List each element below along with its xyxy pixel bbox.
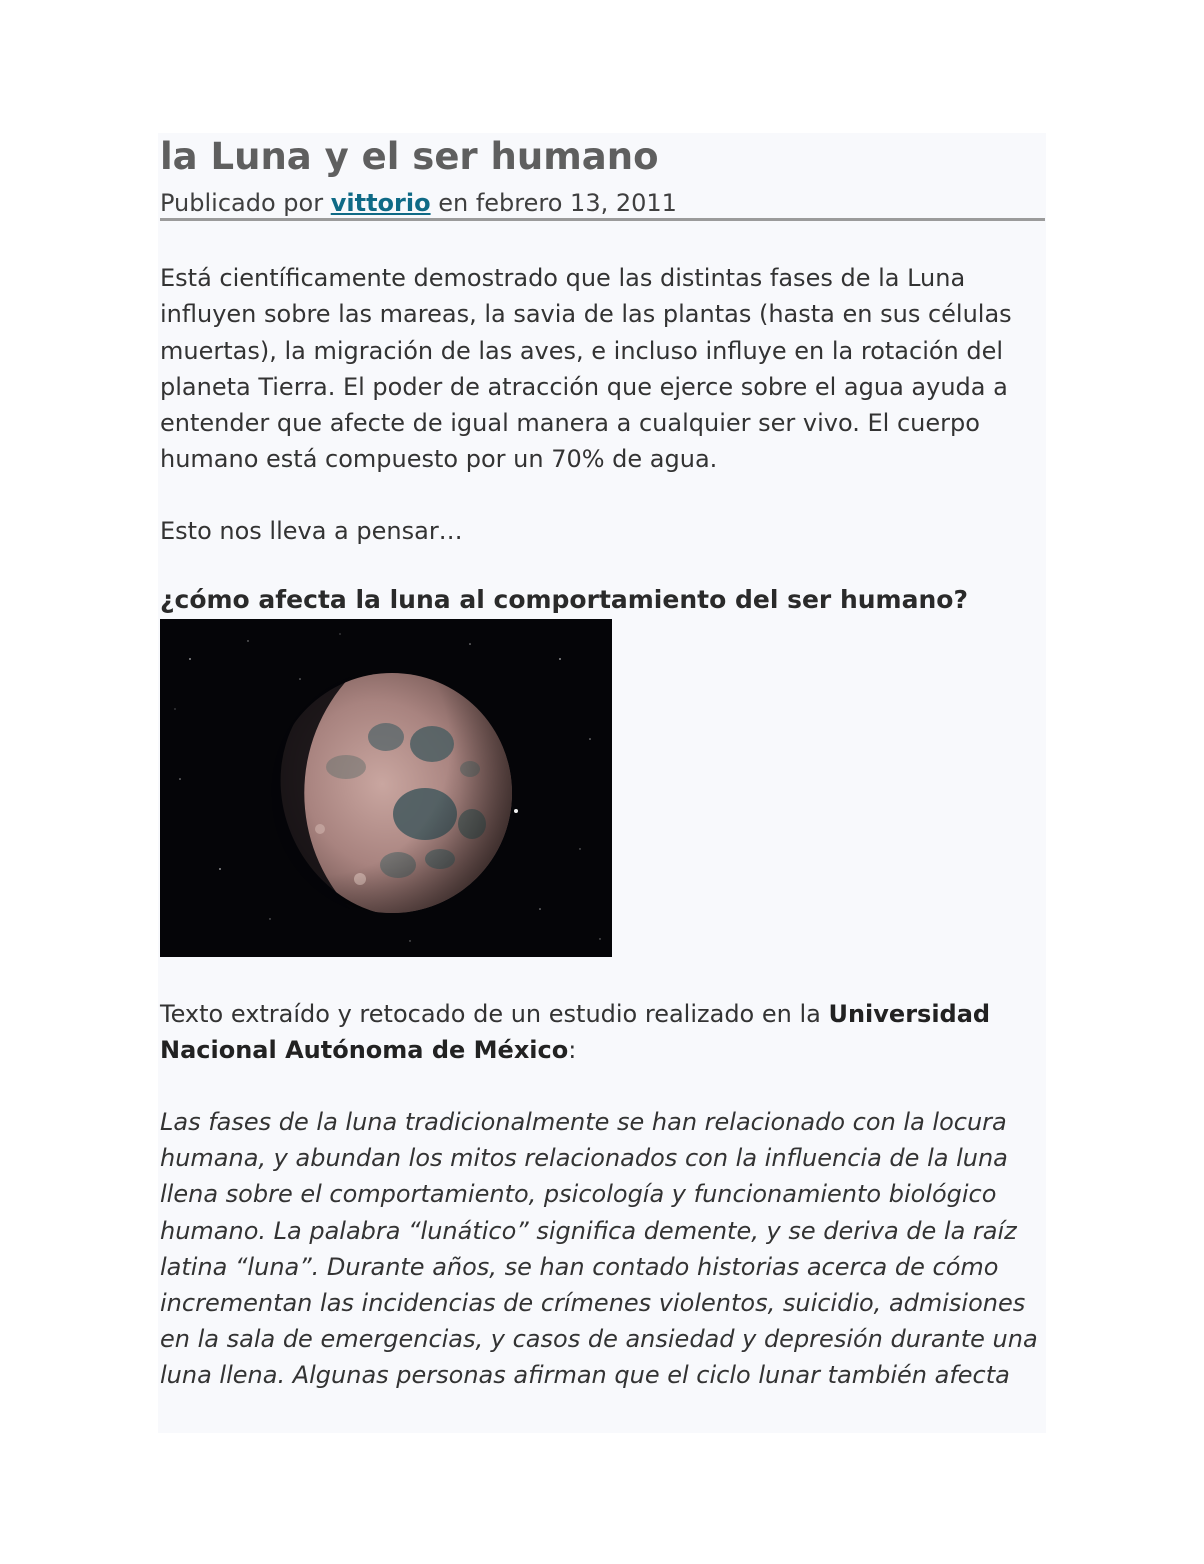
post-title: la Luna y el ser humano — [160, 135, 659, 178]
moon-illustration — [160, 619, 612, 957]
source-institution: Universidad Nacional Autónoma de México — [160, 1000, 991, 1065]
source-paragraph — [160, 996, 1040, 1069]
source-prefix: Texto extraído y retocado de un estudio realizado en la — [160, 1000, 821, 1028]
byline-mid: en — [438, 189, 469, 217]
title-divider — [160, 218, 1045, 221]
section-question: ¿cómo afecta la luna al comportamiento del ser humano? — [160, 585, 968, 614]
moon-image — [160, 619, 612, 957]
author-link[interactable]: vittorio — [330, 189, 431, 217]
source-suffix: : — [568, 1036, 577, 1065]
post-date: febrero 13, 2011 — [475, 189, 677, 217]
quoted-study-text: Las fases de la luna tradicionalmente se han relacionado con la locura humana, y abundan los mitos relacionados con la influencia de la luna llena sobre el comportamiento, psicología y funcionamiento biológico humano. La palabra “lunático” significa demente, y se deriva de la raíz latina “luna”. Durante años, se han contado historias acerca de cómo incrementan las incidencias de crímenes violentos, suicidio, admisiones en la sala de emergencias, y casos de ansiedad y depresión durante una luna llena. Algunas personas afirman que el ciclo lunar también afecta — [160, 1108, 1038, 1390]
byline-prefix: Publicado por — [160, 189, 324, 217]
byline — [160, 186, 677, 220]
lead-in-paragraph: Esto nos lleva a pensar… — [160, 517, 463, 545]
intro-paragraph: Está científicamente demostrado que las distintas fases de la Luna influyen sobre las mareas, la savia de las plantas (hasta en sus células muertas), la migración de las aves, e incluso influye en la rotación del planeta Tierra. El poder de atracción que ejerce sobre el agua ayuda a entender que afecte de igual manera a cualquier ser vivo. El cuerpo humano está compuesto por un 70% de agua. — [160, 264, 1012, 474]
